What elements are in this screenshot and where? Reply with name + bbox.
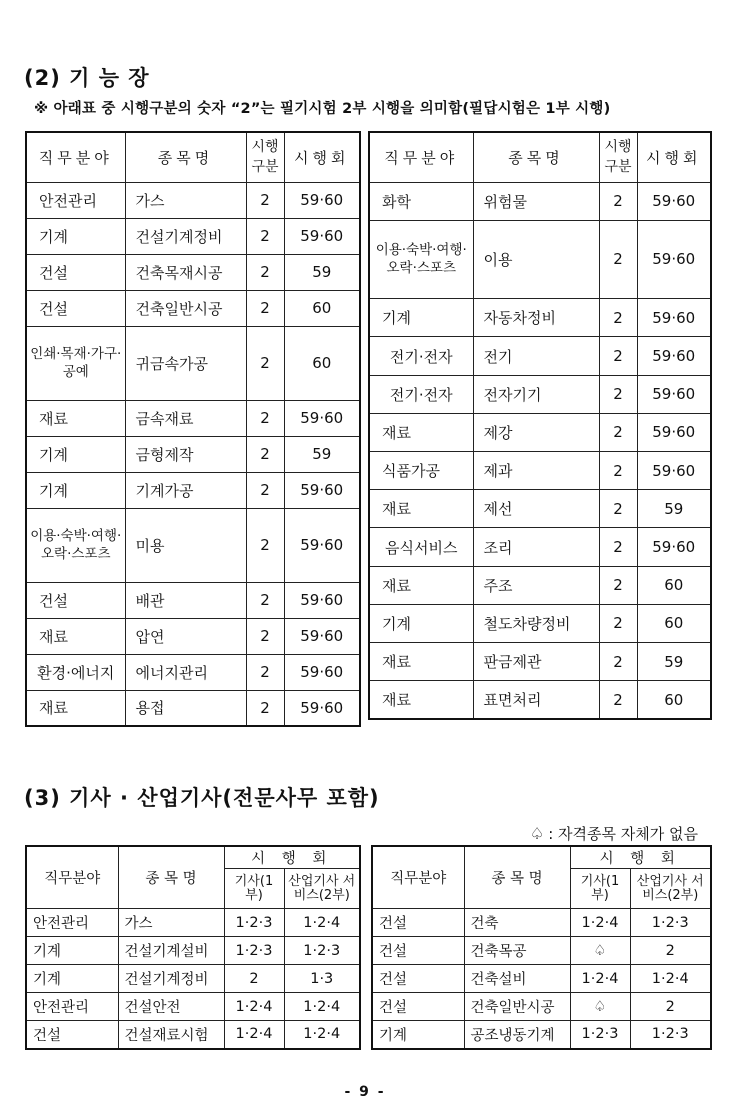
cell-type: 2 <box>246 690 284 726</box>
header-field: 직무분야 <box>372 846 464 909</box>
cell-item: 전기 <box>473 337 599 375</box>
cell-type: 2 <box>599 528 637 566</box>
cell-field: 기계 <box>369 604 473 642</box>
cell-field: 안전관리 <box>26 909 118 937</box>
cell-field: 재료 <box>26 618 125 654</box>
spade-icon: ♤ <box>529 824 545 843</box>
cell-industrial: 1·2·4 <box>284 909 360 937</box>
cell-item: 건설기계정비 <box>125 218 246 254</box>
cell-item: 가스 <box>125 182 246 218</box>
legend-text: : 자격종목 자체가 없음 <box>548 825 698 843</box>
cell-item: 용접 <box>125 690 246 726</box>
cell-item: 배관 <box>125 582 246 618</box>
table-row <box>26 508 360 582</box>
cell-rounds: 59·60 <box>637 528 711 566</box>
cell-item: 건축목공 <box>464 937 570 965</box>
cell-field: 화학 <box>369 182 473 220</box>
cell-type: 2 <box>599 566 637 604</box>
section-3-title: (3) 기사 · 산업기사(전문사무 포함) <box>24 786 380 810</box>
header-item: 종목명 <box>473 132 599 182</box>
cell-type: 2 <box>599 604 637 642</box>
table-row <box>369 452 711 490</box>
cell-type: 2 <box>599 681 637 719</box>
cell-rounds: 59·60 <box>284 182 360 218</box>
cell-item: 가스 <box>118 909 224 937</box>
cell-rounds: 59·60 <box>284 654 360 690</box>
cell-item: 에너지관리 <box>125 654 246 690</box>
header-rounds: 시 행 회 <box>570 846 711 869</box>
cell-type: 2 <box>246 254 284 290</box>
cell-field: 재료 <box>369 413 473 451</box>
cell-type: 2 <box>246 472 284 508</box>
cell-field: 건설 <box>372 965 464 993</box>
cell-type: 2 <box>599 299 637 337</box>
table-row <box>26 654 360 690</box>
header-engineer: 기사(1부) <box>570 869 630 909</box>
cell-field: 재료 <box>369 681 473 719</box>
cell-field: 재료 <box>369 566 473 604</box>
page-number: - 9 - <box>344 1084 386 1100</box>
table-row <box>26 618 360 654</box>
table-row <box>372 965 711 993</box>
cell-type: 2 <box>246 400 284 436</box>
cell-item: 기계가공 <box>125 472 246 508</box>
cell-item: 표면처리 <box>473 681 599 719</box>
cell-field: 기계 <box>26 218 125 254</box>
cell-type: 2 <box>246 618 284 654</box>
cell-engineer: 1·2·3 <box>224 937 284 965</box>
header-item: 종 목 명 <box>118 846 224 909</box>
table-row <box>26 182 360 218</box>
cell-item: 건설기계설비 <box>118 937 224 965</box>
header-engineer: 기사(1부) <box>224 869 284 909</box>
header-industrial: 산업기사 서비스(2부) <box>630 869 711 909</box>
cell-type: 2 <box>246 290 284 326</box>
cell-item: 조리 <box>473 528 599 566</box>
table-row <box>26 400 360 436</box>
table-row <box>369 528 711 566</box>
cell-engineer: 1·2·4 <box>570 909 630 937</box>
cell-field: 재료 <box>369 490 473 528</box>
cell-type: 2 <box>599 413 637 451</box>
cell-rounds: 59·60 <box>637 299 711 337</box>
table-row <box>369 220 711 299</box>
table-row <box>26 218 360 254</box>
cell-item: 건축설비 <box>464 965 570 993</box>
cell-field: 기계 <box>26 472 125 508</box>
cell-item: 자동차정비 <box>473 299 599 337</box>
cell-field: 안전관리 <box>26 182 125 218</box>
cell-item: 건축목재시공 <box>125 254 246 290</box>
cell-item: 공조냉동기계 <box>464 1021 570 1049</box>
table-row <box>26 290 360 326</box>
cell-item: 제과 <box>473 452 599 490</box>
table-row <box>26 690 360 726</box>
cell-item: 압연 <box>125 618 246 654</box>
cell-field: 인쇄·목재·가구·공예 <box>26 326 125 400</box>
table-row <box>372 993 711 1021</box>
table-row <box>369 566 711 604</box>
cell-engineer: 1·2·3 <box>570 1021 630 1049</box>
cell-item: 건축일반시공 <box>125 290 246 326</box>
cell-field: 기계 <box>26 965 118 993</box>
table-row <box>369 182 711 220</box>
cell-field: 이용·숙박·여행·오락·스포츠 <box>26 508 125 582</box>
table-row <box>372 909 711 937</box>
cell-field: 이용·숙박·여행·오락·스포츠 <box>369 220 473 299</box>
cell-field: 재료 <box>26 400 125 436</box>
cell-item: 주조 <box>473 566 599 604</box>
cell-industrial: 1·2·3 <box>630 909 711 937</box>
cell-field: 환경·에너지 <box>26 654 125 690</box>
cell-rounds: 59·60 <box>637 375 711 413</box>
cell-engineer: ♤ <box>570 937 630 965</box>
cell-item: 금속재료 <box>125 400 246 436</box>
table-row <box>26 472 360 508</box>
table-row <box>369 413 711 451</box>
table-row <box>26 254 360 290</box>
cell-type: 2 <box>599 452 637 490</box>
cell-rounds: 59 <box>284 254 360 290</box>
cell-item: 건설재료시험 <box>118 1021 224 1049</box>
cell-industrial: 1·2·3 <box>284 937 360 965</box>
cell-item: 전자기기 <box>473 375 599 413</box>
cell-engineer: ♤ <box>570 993 630 1021</box>
cell-rounds: 59·60 <box>284 508 360 582</box>
cell-rounds: 60 <box>284 290 360 326</box>
cell-type: 2 <box>246 654 284 690</box>
cell-rounds: 60 <box>637 566 711 604</box>
cell-type: 2 <box>599 182 637 220</box>
header-rounds: 시행회 <box>637 132 711 182</box>
cell-item: 금형제작 <box>125 436 246 472</box>
engineer-table-right <box>371 845 712 1050</box>
cell-field: 기계 <box>26 436 125 472</box>
header-item: 종목명 <box>125 132 246 182</box>
section-2-note: ※ 아래표 중 시행구분의 숫자 “2”는 필기시험 2부 시행을 의미함(필답시험은 1부 시행) <box>34 101 611 117</box>
cell-field: 재료 <box>26 690 125 726</box>
header-type: 시행 구분 <box>246 132 284 182</box>
header-field: 직무분야 <box>26 132 125 182</box>
cell-item: 위험물 <box>473 182 599 220</box>
cell-type: 2 <box>246 326 284 400</box>
header-rounds: 시행회 <box>284 132 360 182</box>
cell-industrial: 2 <box>630 937 711 965</box>
cell-field: 기계 <box>369 299 473 337</box>
cell-rounds: 59·60 <box>637 413 711 451</box>
cell-industrial: 1·2·4 <box>630 965 711 993</box>
cell-rounds: 60 <box>637 604 711 642</box>
table-row <box>369 643 711 681</box>
table-row <box>369 604 711 642</box>
table-row <box>26 436 360 472</box>
table-row <box>372 937 711 965</box>
cell-type: 2 <box>246 436 284 472</box>
cell-type: 2 <box>246 508 284 582</box>
cell-field: 기계 <box>26 937 118 965</box>
cell-item: 건설기계정비 <box>118 965 224 993</box>
cell-rounds: 59·60 <box>284 618 360 654</box>
cell-field: 안전관리 <box>26 993 118 1021</box>
cell-industrial: 1·2·4 <box>284 1021 360 1049</box>
cell-field: 건설 <box>26 254 125 290</box>
table-row <box>369 681 711 719</box>
cell-item: 건설안전 <box>118 993 224 1021</box>
cell-type: 2 <box>246 182 284 218</box>
table-row <box>26 937 360 965</box>
cell-field: 건설 <box>26 1021 118 1049</box>
cell-type: 2 <box>599 337 637 375</box>
cell-rounds: 59·60 <box>284 690 360 726</box>
header-field: 직무분야 <box>26 846 118 909</box>
cell-type: 2 <box>246 218 284 254</box>
cell-engineer: 1·2·3 <box>224 909 284 937</box>
cell-rounds: 59·60 <box>637 452 711 490</box>
cell-industrial: 1·2·3 <box>630 1021 711 1049</box>
cell-field: 건설 <box>26 290 125 326</box>
cell-industrial: 1·3 <box>284 965 360 993</box>
cell-rounds: 59·60 <box>284 218 360 254</box>
cell-field: 전기·전자 <box>369 375 473 413</box>
craftsman-table-right <box>368 131 712 720</box>
craftsman-table-left <box>25 131 361 727</box>
legend <box>530 823 698 844</box>
cell-field: 건설 <box>26 582 125 618</box>
header-field: 직무분야 <box>369 132 473 182</box>
header-industrial: 산업기사 서비스(2부) <box>284 869 360 909</box>
cell-industrial: 2 <box>630 993 711 1021</box>
cell-field: 전기·전자 <box>369 337 473 375</box>
header-item: 종 목 명 <box>464 846 570 909</box>
cell-item: 건축 <box>464 909 570 937</box>
cell-rounds: 59·60 <box>637 182 711 220</box>
table-row <box>26 1021 360 1049</box>
cell-rounds: 59 <box>637 490 711 528</box>
cell-item: 판금제관 <box>473 643 599 681</box>
cell-engineer: 1·2·4 <box>224 1021 284 1049</box>
table-row <box>369 490 711 528</box>
cell-rounds: 59 <box>637 643 711 681</box>
table-row <box>372 1021 711 1049</box>
cell-industrial: 1·2·4 <box>284 993 360 1021</box>
table-row <box>369 337 711 375</box>
cell-rounds: 59·60 <box>637 220 711 299</box>
cell-field: 기계 <box>372 1021 464 1049</box>
table-row <box>369 299 711 337</box>
cell-engineer: 1·2·4 <box>570 965 630 993</box>
cell-type: 2 <box>599 490 637 528</box>
engineer-table-left <box>25 845 361 1050</box>
cell-field: 음식서비스 <box>369 528 473 566</box>
cell-item: 미용 <box>125 508 246 582</box>
cell-engineer: 1·2·4 <box>224 993 284 1021</box>
header-rounds: 시 행 회 <box>224 846 360 869</box>
cell-rounds: 59·60 <box>637 337 711 375</box>
cell-rounds: 59·60 <box>284 472 360 508</box>
section-2-title: (2) 기 능 장 <box>24 66 150 90</box>
table-row <box>26 582 360 618</box>
cell-item: 제강 <box>473 413 599 451</box>
cell-type: 2 <box>599 643 637 681</box>
cell-field: 건설 <box>372 909 464 937</box>
cell-item: 건축일반시공 <box>464 993 570 1021</box>
table-row <box>26 326 360 400</box>
cell-item: 이용 <box>473 220 599 299</box>
cell-field: 건설 <box>372 937 464 965</box>
cell-rounds: 60 <box>637 681 711 719</box>
cell-rounds: 59·60 <box>284 582 360 618</box>
cell-field: 건설 <box>372 993 464 1021</box>
cell-field: 식품가공 <box>369 452 473 490</box>
table-row <box>26 909 360 937</box>
cell-item: 제선 <box>473 490 599 528</box>
table-row <box>26 993 360 1021</box>
cell-engineer: 2 <box>224 965 284 993</box>
cell-type: 2 <box>246 582 284 618</box>
cell-rounds: 59·60 <box>284 400 360 436</box>
header-type: 시행 구분 <box>599 132 637 182</box>
cell-rounds: 59 <box>284 436 360 472</box>
cell-rounds: 60 <box>284 326 360 400</box>
cell-type: 2 <box>599 220 637 299</box>
table-row <box>369 375 711 413</box>
cell-type: 2 <box>599 375 637 413</box>
table-row <box>26 965 360 993</box>
cell-item: 귀금속가공 <box>125 326 246 400</box>
cell-item: 철도차량정비 <box>473 604 599 642</box>
cell-field: 재료 <box>369 643 473 681</box>
